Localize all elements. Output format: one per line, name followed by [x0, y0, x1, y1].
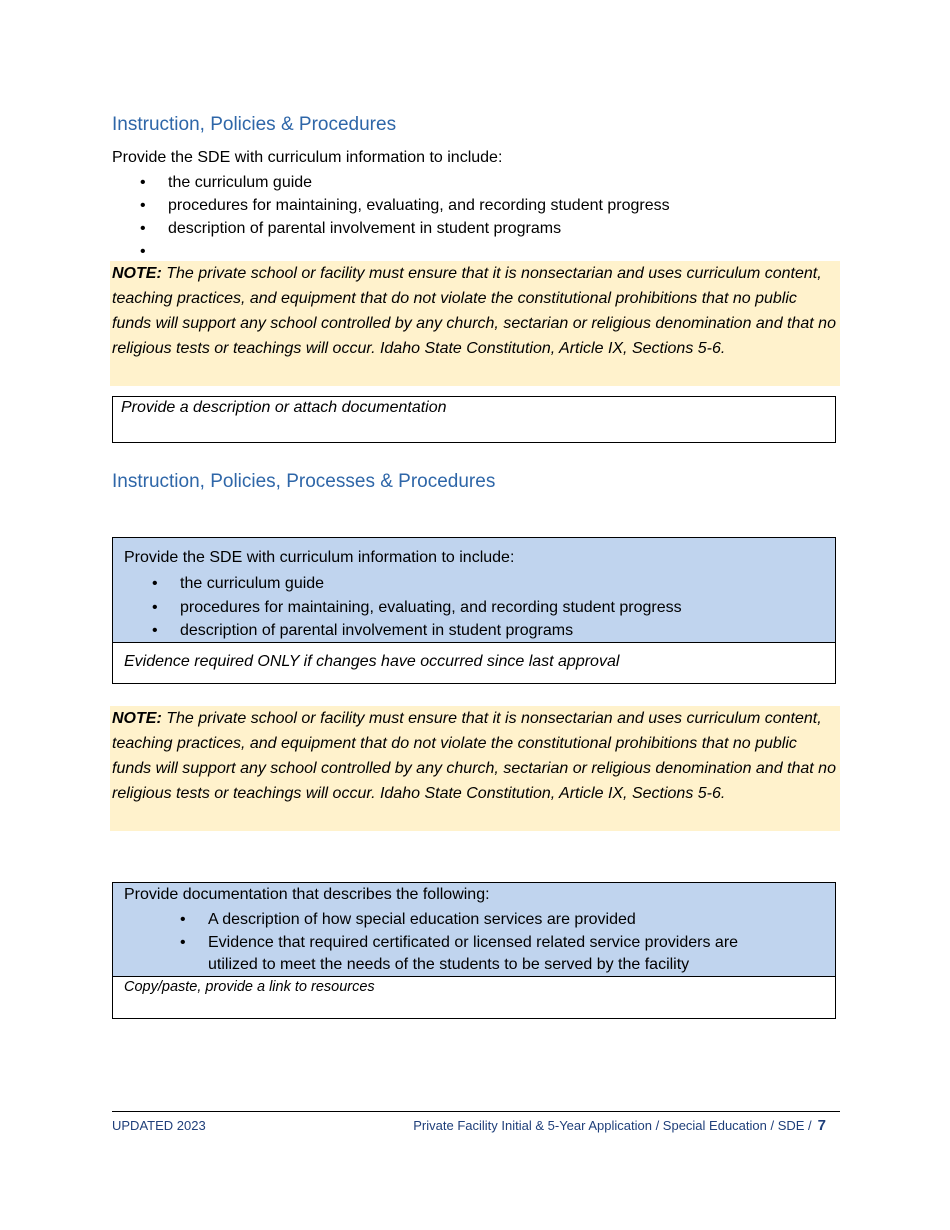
- list-item: • description of parental involvement in student programs: [180, 619, 682, 643]
- list-item: [140, 240, 670, 263]
- list-item: • Evidence that required certificated or licensed related service providers are: [208, 932, 738, 955]
- curriculum-list: [152, 572, 682, 643]
- documentation-list: [180, 909, 739, 977]
- footer-updated: UPDATED 2023: [112, 1118, 206, 1133]
- curriculum-list: [140, 171, 670, 263]
- curriculum-intro: Provide the SDE with curriculum information to include:: [112, 149, 503, 166]
- section-heading-processes: Instruction, Policies, Processes & Procedures: [112, 471, 496, 492]
- bullet-icon: •: [140, 243, 146, 260]
- bullet-icon: •: [140, 174, 146, 191]
- list-item: • procedures for maintaining, evaluating, and recording student progress: [168, 194, 670, 217]
- bullet-icon: •: [140, 197, 146, 214]
- curriculum-requirements: [113, 538, 835, 643]
- footer-divider: [112, 1111, 840, 1112]
- note-text: The private school or facility must ensure that it is nonsectarian and uses curriculum content, teaching practices, and equipment that do not violate the constitutional prohibitions that no public funds will support any school controlled by any church, sectarian or religious denomination and that no religious tests or teachings will occur. Idaho State Constitution, Article IX, Sections 5-6.: [112, 265, 836, 357]
- documentation-intro: Provide documentation that describes the following:: [124, 886, 490, 903]
- section-heading-policies: Instruction, Policies & Procedures: [112, 114, 397, 135]
- bullet-icon: •: [180, 911, 186, 928]
- special-education-box: [112, 882, 836, 1019]
- note-label: NOTE:: [112, 710, 162, 727]
- bullet-icon: •: [152, 598, 158, 616]
- curriculum-intro: Provide the SDE with curriculum information to include:: [124, 549, 515, 566]
- note-label: NOTE:: [112, 265, 162, 282]
- page-number: 7: [817, 1117, 826, 1134]
- description-input-box[interactable]: [112, 396, 836, 443]
- footer-document-title: Private Facility Initial & 5-Year Application / Special Education / SDE /: [413, 1118, 812, 1133]
- bullet-icon: •: [152, 575, 158, 592]
- footer-title: [413, 1117, 826, 1134]
- list-item: • procedures for maintaining, evaluating, and recording student progress: [180, 596, 682, 620]
- evidence-input[interactable]: Evidence required ONLY if changes have occurred since last approval: [124, 653, 620, 670]
- list-item: • A description of how special education services are provided: [208, 909, 738, 932]
- note-text: The private school or facility must ensure that it is nonsectarian and uses curriculum content, teaching practices, and equipment that do not violate the constitutional prohibitions that no public funds will support any school controlled by any church, sectarian or religious denomination and that no religious tests or teachings will occur. Idaho State Constitution, Article IX, Sections 5-6.: [112, 710, 836, 802]
- curriculum-evidence-box: [112, 537, 836, 684]
- list-item: utilized to meet the needs of the students to be served by the facility: [208, 956, 690, 973]
- note-constitutional: [110, 261, 840, 386]
- list-item: • the curriculum guide: [180, 572, 682, 596]
- resources-input[interactable]: Copy/paste, provide a link to resources: [124, 979, 375, 995]
- special-education-requirements: [113, 883, 835, 977]
- bullet-icon: •: [152, 622, 158, 639]
- description-placeholder: Provide a description or attach documentation: [121, 399, 447, 416]
- bullet-icon: •: [180, 933, 186, 951]
- bullet-icon: •: [140, 220, 146, 237]
- note-constitutional: [110, 706, 840, 831]
- list-item: • description of parental involvement in student programs: [168, 217, 670, 240]
- list-item: • the curriculum guide: [168, 171, 670, 194]
